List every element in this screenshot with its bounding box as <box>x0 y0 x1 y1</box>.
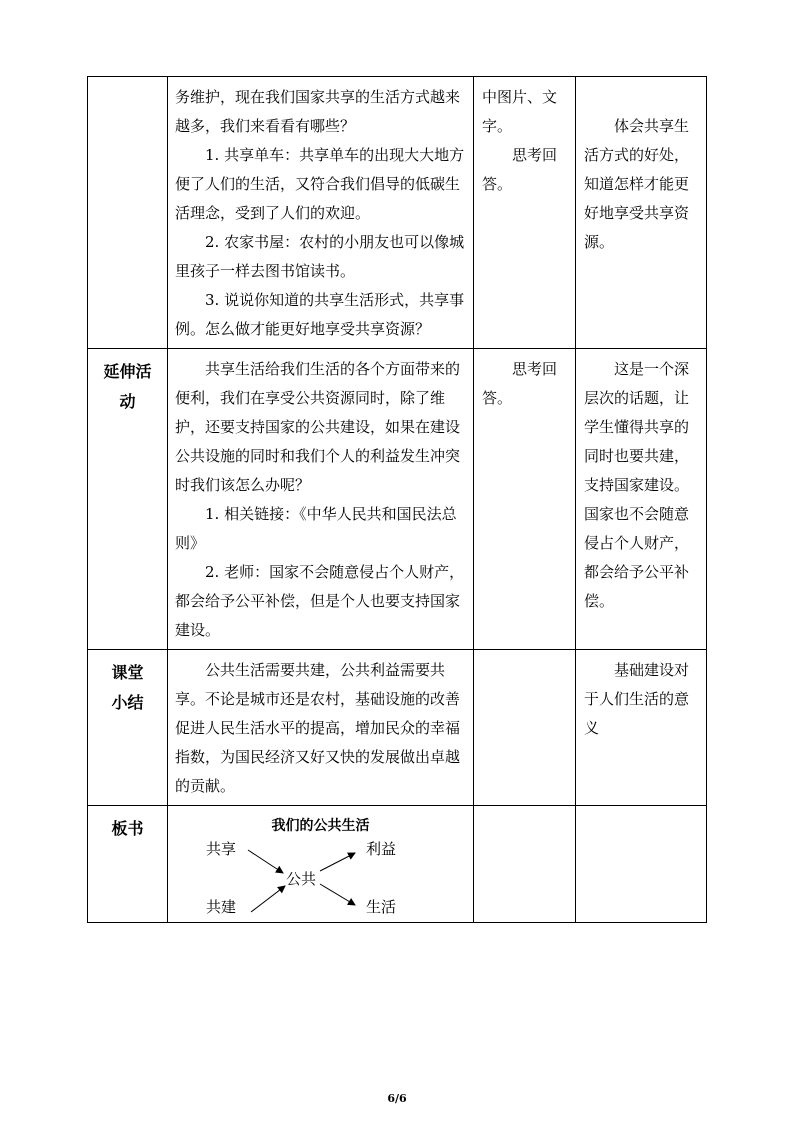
board-word-public: 公共 <box>286 870 317 888</box>
board-arrows <box>168 806 474 922</box>
table-row <box>88 650 707 806</box>
content-paragraph: 2. 农家书屋：农村的小朋友也可以像城里孩子一样去图书馆读书。 <box>175 233 465 280</box>
row-header <box>88 650 168 806</box>
row-header-label: 课堂小结 <box>111 663 144 712</box>
arrow-share-to-public <box>248 850 283 873</box>
student-activity-text: 思考回答。 <box>482 360 558 407</box>
arrow-public-to-interest <box>320 853 355 871</box>
student-activity-cell <box>474 349 576 650</box>
design-intent-cell <box>576 77 707 349</box>
design-intent-text: 基础建设对于人们生活的意义 <box>584 661 690 737</box>
board-word-share: 共享 <box>206 840 237 858</box>
blackboard-diagram <box>168 806 473 922</box>
row-header-label: 延伸活动 <box>103 362 152 411</box>
board-title: 我们的公共生活 <box>271 818 370 834</box>
content-paragraph: 1. 共享单车：共享单车的出现大大地方便了人们的生活，又符合我们倡导的低碳生活理念，受到了人们的欢迎。 <box>175 146 465 222</box>
design-intent-text: 体会共享生活方式的好处，知道怎样才能更好地享受共享资源。 <box>584 117 690 251</box>
board-word-interest: 利益 <box>366 840 397 858</box>
student-activity-text: 中图片、文字。 <box>482 88 558 135</box>
student-activity-cell <box>474 650 576 806</box>
table-row <box>88 349 707 650</box>
board-word-build: 共建 <box>206 898 237 916</box>
student-activity-cell <box>474 806 576 923</box>
design-intent-cell <box>576 650 707 806</box>
table-row <box>88 77 707 349</box>
design-intent-cell <box>576 806 707 923</box>
teaching-content-cell <box>168 77 474 349</box>
design-intent-text: 这是一个深层次的话题，让学生懂得共享的同时也要共建，支持国家建设。国家也不会随意侵占个人财产，都会给予公平补偿。 <box>584 360 690 610</box>
content-paragraph: 务维护，现在我们国家共享的生活方式越来越多，我们来看看有哪些？ <box>175 88 461 135</box>
lesson-plan-table <box>87 76 707 923</box>
row-header <box>88 349 168 650</box>
blackboard-design-cell <box>168 806 474 923</box>
content-paragraph: 共享生活给我们生活的各个方面带来的便利，我们在享受公共资源同时，除了维护，还要支持国家的公共建设，如果在建设公共设施的同时和我们个人的利益发生冲突时我们该怎么办呢？ <box>175 360 461 494</box>
board-word-life: 生活 <box>366 898 397 916</box>
arrow-build-to-public <box>251 886 285 912</box>
arrow-public-to-life <box>320 884 355 905</box>
table-row <box>88 806 707 923</box>
content-paragraph: 公共生活需要共建，公共利益需要共享。不论是城市还是农村，基础设施的改善促进人民生活水平的提高，增加民众的幸福指数，为国民经济又好又快的发展做出卓越的贡献。 <box>175 661 461 795</box>
design-intent-cell <box>576 349 707 650</box>
row-header <box>88 77 168 349</box>
teaching-content-cell <box>168 349 474 650</box>
content-paragraph: 1. 相关链接：《中华人民共和国民法总则》 <box>175 505 457 552</box>
row-header: 板书 <box>88 806 168 923</box>
content-paragraph: 3. 说说你知道的共享生活形式，共享事例。怎么做才能更好地享受共享资源？ <box>175 291 465 338</box>
page-number: 6/6 <box>387 1092 407 1105</box>
student-activity-text: 思考回答。 <box>482 146 558 193</box>
content-paragraph: 2. 老师：国家不会随意侵占个人财产，都会给予公平补偿，但是个人也要支持国家建设。 <box>175 563 465 639</box>
student-activity-cell <box>474 77 576 349</box>
teaching-content-cell <box>168 650 474 806</box>
